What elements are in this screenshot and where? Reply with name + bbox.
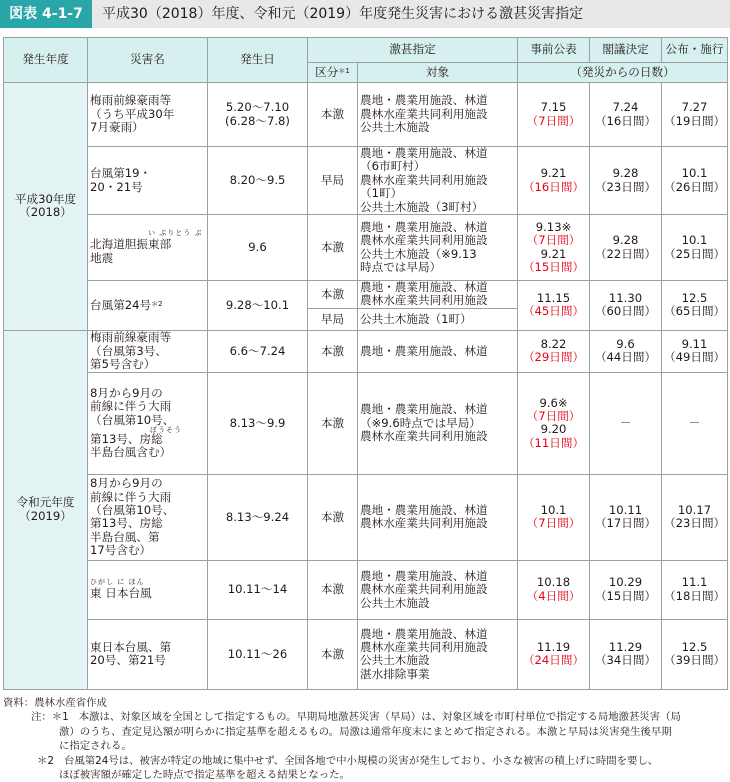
disaster-name-line: 20号、第21号	[90, 653, 166, 668]
disaster-name-line: 17号含む）	[90, 543, 152, 558]
pre-announce-line: （24日間）	[522, 653, 585, 668]
cabinet-decision-cell	[590, 83, 662, 147]
notes	[3, 696, 727, 782]
enforcement-line: 12.5	[681, 291, 708, 306]
enforcement-line: 10.1	[681, 233, 708, 248]
occurrence-date-cell	[208, 372, 308, 474]
target-line: 公共土木施設（3町村）	[360, 199, 484, 214]
target-cell	[358, 619, 518, 689]
target-line: 農林水産業共同利用施設	[360, 106, 488, 121]
target-line: 公共土木施設（※9.13	[360, 246, 477, 261]
target-line: 公共土木施設（1町）	[360, 311, 472, 326]
target-line: 農地・農業用施設、林道	[360, 280, 488, 295]
target-line: 農地・農業用施設、林道	[360, 93, 488, 108]
enforcement-line: （18日間）	[664, 588, 726, 603]
pre-announce-cell	[518, 147, 590, 215]
pre-announce-line: （29日間）	[522, 350, 585, 365]
enforcement-line: 11.1	[681, 575, 708, 590]
furigana: い ぶりとう ぶ	[148, 229, 203, 238]
table-row	[4, 215, 728, 281]
disaster-name-line: 前線に伴う大雨	[90, 489, 172, 504]
pre-announce-cell	[518, 372, 590, 474]
occurrence-date-cell	[208, 330, 308, 372]
category-cell: 本激	[308, 474, 358, 560]
target-line: 農林水産業共同利用施設	[360, 172, 488, 187]
target-line: 農林水産業共同利用施設	[360, 293, 488, 308]
pre-announce-line: 10.18	[536, 575, 571, 590]
header-days: （発災からの日数）	[518, 63, 728, 83]
disaster-name-line: 8月から9月の	[90, 385, 163, 400]
target-line: 農地・農業用施設、林道	[360, 343, 488, 358]
pre-announce-cell	[518, 619, 590, 689]
target-line: （6市町村）	[360, 159, 426, 174]
target-line: 農林水産業共同利用施設	[360, 639, 488, 654]
pre-announce-line: 10.1	[540, 502, 567, 517]
disaster-name-line: （台風第10号、	[90, 412, 175, 427]
cabinet-decision-line: （15日間）	[594, 588, 657, 603]
disaster-name-line: 北海道胆振東部	[90, 237, 172, 252]
occurrence-date-line: 9.6	[248, 239, 267, 254]
cabinet-decision-line: 10.29	[608, 575, 643, 590]
target-cell	[358, 330, 518, 372]
target-cell	[358, 83, 518, 147]
cabinet-decision-line: 9.28	[612, 166, 639, 181]
target-cell	[358, 215, 518, 281]
disaster-name-line: （台風第10号、	[90, 502, 175, 517]
enforcement-cell	[662, 619, 728, 689]
cabinet-decision-line: （16日間）	[594, 113, 657, 128]
header-name: 災害名	[88, 38, 208, 83]
disaster-name-line: 東日本台風、第	[90, 639, 172, 654]
enforcement-line: －	[688, 415, 701, 430]
enforcement-cell	[662, 147, 728, 215]
pre-announce-cell	[518, 474, 590, 560]
target-line: 公共土木施設	[360, 120, 430, 135]
header-year: 発生年度	[4, 38, 88, 83]
pre-announce-line: 9.20	[540, 422, 567, 437]
note-1-cont2: に指定される。	[59, 740, 132, 753]
table-row	[4, 330, 728, 372]
occurrence-date-line: 6.6〜7.24	[229, 343, 286, 358]
pre-announce-line: 11.19	[536, 639, 571, 654]
pre-announce-line: （11日間）	[522, 435, 585, 450]
pre-announce-line: （4日間）	[526, 588, 581, 603]
target-line: 公共土木施設	[360, 595, 430, 610]
pre-announce-line: 9.6※	[539, 395, 568, 410]
cabinet-decision-cell	[590, 281, 662, 331]
fiscal-year-label: 平成30年度	[14, 192, 77, 207]
disaster-name-line: 前線に伴う大雨	[90, 399, 172, 414]
disaster-designation-table	[3, 37, 728, 690]
occurrence-date-cell	[208, 619, 308, 689]
target-cell	[358, 308, 518, 330]
disaster-name-cell	[88, 147, 208, 215]
target-line: （1町）	[360, 186, 403, 201]
category-cell: 本激	[308, 560, 358, 619]
note-1-cont: 激）のうち、査定見込額が明らかに指定基準を超えるもの。局激は通常年度末にまとめて指定される。本激と早局は災害発生後早期	[59, 725, 672, 738]
pre-announce-line: （7日間）	[526, 113, 581, 128]
disaster-name-line: 梅雨前線豪雨等	[90, 330, 172, 345]
disaster-name-line: 第13号、房総	[90, 516, 163, 531]
fiscal-year-cell	[4, 330, 88, 689]
occurrence-date-cell	[208, 560, 308, 619]
enforcement-cell	[662, 281, 728, 331]
cabinet-decision-line: 10.11	[608, 502, 643, 517]
enforcement-line: 9.11	[681, 336, 708, 351]
occurrence-date-line: 10.11〜14	[227, 582, 288, 597]
pre-announce-line: （45日間）	[522, 304, 585, 319]
pre-announce-line: 8.22	[540, 336, 567, 351]
enforcement-line: 10.17	[677, 502, 712, 517]
category-cell: 本激	[308, 83, 358, 147]
fiscal-year-label: 令和元年度	[16, 495, 75, 510]
category-cell: 本激	[308, 215, 358, 281]
target-line: 農地・農業用施設、林道	[360, 568, 488, 583]
cabinet-decision-cell	[590, 619, 662, 689]
pre-announce-cell	[518, 215, 590, 281]
occurrence-date-line: 9.28〜10.1	[225, 297, 290, 312]
cabinet-decision-cell	[590, 215, 662, 281]
disaster-name-line: 梅雨前線豪雨等	[90, 93, 172, 108]
pre-announce-cell	[518, 560, 590, 619]
target-cell	[358, 560, 518, 619]
disaster-name-cell	[88, 372, 208, 474]
target-line: 農地・農業用施設、林道	[360, 402, 488, 417]
cabinet-decision-cell	[590, 330, 662, 372]
target-line: 時点では早局）	[360, 259, 442, 274]
enforcement-line: （39日間）	[664, 653, 726, 668]
header-cabinet: 閣議決定	[590, 38, 662, 63]
enforcement-line: 10.1	[681, 166, 708, 181]
fiscal-year-western: （2019）	[19, 508, 72, 523]
pre-announce-line: 7.15	[540, 100, 567, 115]
pre-announce-line: （7日間）	[526, 408, 581, 423]
footnote-mark: ＊2	[151, 299, 163, 308]
cabinet-decision-line: －	[619, 415, 632, 430]
disaster-name-cell	[88, 560, 208, 619]
header-date: 発生日	[208, 38, 308, 83]
target-line: 公共土木施設	[360, 653, 430, 668]
target-line: 農林水産業共同利用施設	[360, 429, 488, 444]
enforcement-line: （23日間）	[664, 516, 726, 531]
enforcement-cell	[662, 474, 728, 560]
disaster-name-line: 台風第19・	[90, 166, 152, 181]
fiscal-year-cell	[4, 83, 88, 331]
disaster-name-cell	[88, 215, 208, 281]
fiscal-year-western: （2018）	[19, 205, 72, 220]
target-line: 農林水産業共同利用施設	[360, 582, 488, 597]
furigana: ぼうそう	[150, 426, 182, 435]
target-line: 農地・農業用施設、林道	[360, 502, 488, 517]
disaster-name-cell	[88, 281, 208, 331]
category-cell: 本激	[308, 281, 358, 309]
title-bar	[0, 0, 730, 28]
cabinet-decision-line: 11.29	[608, 639, 643, 654]
pre-announce-line: （15日間）	[522, 259, 585, 274]
pre-announce-line: 9.13※	[535, 219, 572, 234]
category-cell: 本激	[308, 372, 358, 474]
target-cell	[358, 147, 518, 215]
header-pre-announce: 事前公表	[518, 38, 590, 63]
table-row	[4, 372, 728, 474]
target-line: 農林水産業共同利用施設	[360, 516, 488, 531]
target-line: 湛水排除事業	[360, 666, 430, 681]
enforcement-line: （25日間）	[664, 246, 726, 261]
enforcement-cell	[662, 372, 728, 474]
enforcement-line: 12.5	[681, 639, 708, 654]
enforcement-line: （26日間）	[664, 179, 726, 194]
cabinet-decision-line: （17日間）	[594, 516, 657, 531]
category-cell: 本激	[308, 619, 358, 689]
disaster-name-line: 半島台風含む）	[90, 445, 172, 460]
cabinet-decision-line: （60日間）	[594, 304, 657, 319]
pre-announce-cell	[518, 330, 590, 372]
cabinet-decision-line: （23日間）	[594, 179, 657, 194]
table-row	[4, 281, 728, 309]
header-target: 対象	[358, 63, 518, 83]
note-2: ＊2 台風第24号は、被害が特定の地域に集中せず、全国各地で中小規模の災害が発生しており、小さな被害の積上げに時間を要し、	[37, 754, 659, 767]
note-2-cont: ほぼ被害額が確定した時点で指定基準を超える結果となった。	[59, 769, 350, 782]
source-note: 資料：農林水産省作成	[3, 697, 107, 709]
occurrence-date-cell	[208, 147, 308, 215]
disaster-name-line: 東 日本台風	[90, 586, 152, 601]
enforcement-line: （49日間）	[664, 350, 726, 365]
disaster-name-line: 20・21号	[90, 179, 143, 194]
figure-title: 平成30（2018）年度、令和元（2019）年度発生災害における激甚災害指定	[102, 6, 584, 22]
disaster-name-cell	[88, 619, 208, 689]
pre-announce-line: （7日間）	[526, 516, 581, 531]
enforcement-cell	[662, 560, 728, 619]
table-row	[4, 83, 728, 147]
cabinet-decision-line: 11.30	[608, 291, 643, 306]
enforcement-line: （19日間）	[664, 113, 726, 128]
target-line: 農地・農業用施設、林道	[360, 146, 488, 160]
occurrence-date-line: 8.20〜9.5	[229, 172, 286, 187]
disaster-name-line: （台風第3号、	[90, 343, 167, 358]
category-cell: 早局	[308, 147, 358, 215]
occurrence-date-cell	[208, 281, 308, 331]
header-enforce: 公布・施行	[662, 38, 728, 63]
target-line: （※9.6時点では早局）	[360, 415, 481, 430]
pre-announce-line: 11.15	[536, 291, 571, 306]
disaster-name-line: 8月から9月の	[90, 476, 163, 491]
disaster-name-line: 地震	[90, 250, 114, 265]
occurrence-date-line: 8.13〜9.9	[229, 415, 286, 430]
enforcement-cell	[662, 330, 728, 372]
table-row	[4, 474, 728, 560]
target-cell	[358, 474, 518, 560]
enforcement-line: 7.27	[681, 100, 708, 115]
note-1: 注：＊1 本激は、対象区域を全国として指定するもの。早期局地激甚災害（早局）は、対象区域を市町村単位で指定する局地激甚災害（局	[31, 711, 681, 724]
cabinet-decision-cell	[590, 474, 662, 560]
cabinet-decision-cell	[590, 560, 662, 619]
pre-announce-line: （7日間）	[526, 233, 581, 248]
category-cell: 本激	[308, 330, 358, 372]
pre-announce-cell	[518, 83, 590, 147]
header-designation: 激甚指定	[308, 38, 518, 63]
table-row	[4, 560, 728, 619]
disaster-name-line: （うち平成30年	[90, 106, 175, 121]
pre-announce-line: （16日間）	[522, 179, 585, 194]
figure-number-badge: 図表 4-1-7	[0, 0, 92, 28]
target-cell	[358, 372, 518, 474]
occurrence-date-cell	[208, 474, 308, 560]
disaster-name-line: 半島台風、第	[90, 529, 160, 544]
occurrence-date-line: 8.13〜9.24	[225, 509, 290, 524]
target-line: 農地・農業用施設、林道	[360, 626, 488, 641]
disaster-name-line: 7月豪雨）	[90, 120, 144, 135]
occurrence-date-line: (6.28〜7.8)	[225, 113, 290, 128]
disaster-name-line: 台風第24号$^{*2}$	[90, 297, 163, 312]
occurrence-date-cell	[208, 83, 308, 147]
cabinet-decision-line: （34日間）	[594, 653, 657, 668]
cabinet-decision-line: （44日間）	[594, 350, 657, 365]
disaster-name-line: 第5号含む）	[90, 357, 156, 372]
occurrence-date-cell	[208, 215, 308, 281]
occurrence-date-line: 10.11〜26	[227, 646, 288, 661]
enforcement-cell	[662, 83, 728, 147]
cabinet-decision-line: 9.28	[612, 233, 639, 248]
target-line: 農地・農業用施設、林道	[360, 219, 488, 234]
cabinet-decision-cell	[590, 372, 662, 474]
disaster-name-line: 第13号、房総	[90, 432, 163, 447]
cabinet-decision-line: （22日間）	[594, 246, 657, 261]
disaster-name-cell	[88, 330, 208, 372]
disaster-name-cell	[88, 83, 208, 147]
pre-announce-cell	[518, 281, 590, 331]
pre-announce-line: 9.21	[540, 246, 567, 261]
target-cell	[358, 281, 518, 309]
disaster-name-cell	[88, 474, 208, 560]
enforcement-line: （65日間）	[664, 304, 726, 319]
table-row	[4, 619, 728, 689]
cabinet-decision-line: 7.24	[612, 100, 639, 115]
cabinet-decision-line: 9.6	[616, 336, 635, 351]
pre-announce-line: 9.21	[540, 166, 567, 181]
header-category: 区分$^{*1}$	[308, 63, 358, 83]
occurrence-date-line: 5.20〜7.10	[225, 100, 290, 115]
category-cell: 早局	[308, 308, 358, 330]
target-line: 農林水産業共同利用施設	[360, 233, 488, 248]
table-row	[4, 147, 728, 215]
enforcement-cell	[662, 215, 728, 281]
cabinet-decision-cell	[590, 147, 662, 215]
furigana: ひがし に ほん	[90, 578, 145, 587]
